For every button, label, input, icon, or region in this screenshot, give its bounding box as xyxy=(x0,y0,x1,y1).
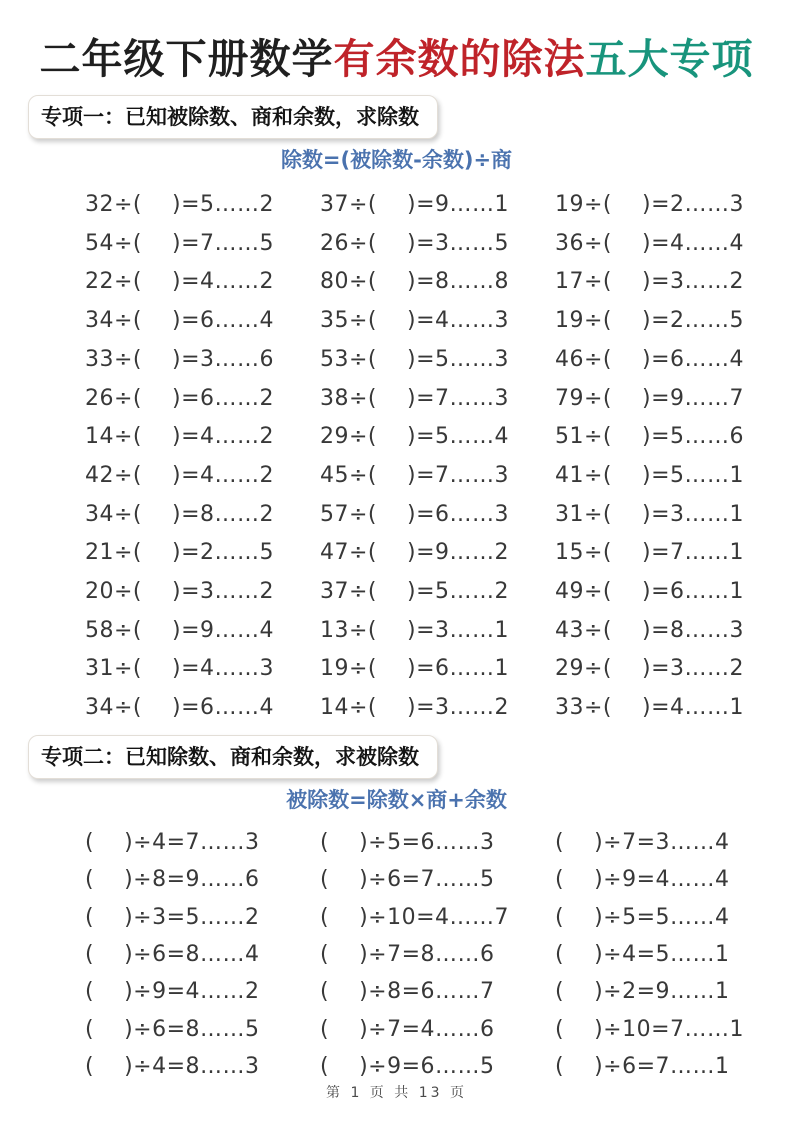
problem: 29÷( )=5……4 xyxy=(320,424,510,450)
problem: ( )÷2=9……1 xyxy=(555,979,730,1005)
problem-row xyxy=(85,377,793,416)
section1-problem-grid xyxy=(85,183,793,725)
problem: 31÷( )=3……1 xyxy=(555,501,745,527)
problem: 57÷( )=6……3 xyxy=(320,501,510,527)
problem: 53÷( )=5……3 xyxy=(320,346,510,372)
problem-row xyxy=(85,934,793,971)
title-count-text: 五大专项 xyxy=(585,35,754,83)
problem: ( )÷9=4……4 xyxy=(555,867,730,893)
problem: 29÷( )=3……2 xyxy=(555,656,745,682)
problem: 42÷( )=4……2 xyxy=(85,462,275,488)
problem: ( )÷3=5……2 xyxy=(85,904,260,930)
problem: 58÷( )=9……4 xyxy=(85,617,275,643)
problem: 35÷( )=4……3 xyxy=(320,308,510,334)
problem: ( )÷4=8……3 xyxy=(85,1053,260,1079)
problem-row xyxy=(85,338,793,377)
problem-row xyxy=(85,1046,793,1083)
problem: ( )÷5=5……4 xyxy=(555,904,730,930)
problem-row xyxy=(85,261,793,300)
problem: 26÷( )=3……5 xyxy=(320,230,510,256)
problem: ( )÷6=8……5 xyxy=(85,1016,260,1042)
section2-formula: 被除数=除数×商+余数 xyxy=(286,787,507,812)
problem-row xyxy=(85,896,793,933)
page-footer: 第 1 页 共 13 页 xyxy=(326,1085,467,1101)
problem: 33÷( )=4……1 xyxy=(555,695,745,721)
problem: 36÷( )=4……4 xyxy=(555,230,745,256)
problem-row xyxy=(85,859,793,896)
problem: 37÷( )=5……2 xyxy=(320,578,510,604)
problem-row xyxy=(85,686,793,725)
problem: ( )÷7=8……6 xyxy=(320,941,495,967)
problem-row xyxy=(85,570,793,609)
problem: 41÷( )=5……1 xyxy=(555,462,745,488)
problem-row xyxy=(85,648,793,687)
problem: ( )÷9=6……5 xyxy=(320,1053,495,1079)
problem: 14÷( )=4……2 xyxy=(85,424,275,450)
problem: 54÷( )=7……5 xyxy=(85,230,275,256)
section1-formula: 除数=(被除数-余数)÷商 xyxy=(280,148,513,173)
problem: 45÷( )=7……3 xyxy=(320,462,510,488)
title-topic-text: 有余数的除法 xyxy=(333,35,586,83)
problem-row xyxy=(85,493,793,532)
problem: 14÷( )=3……2 xyxy=(320,695,510,721)
problem: 38÷( )=7……3 xyxy=(320,385,510,411)
problem: ( )÷5=6……3 xyxy=(320,830,495,856)
problem: 26÷( )=6……2 xyxy=(85,385,275,411)
problem-row xyxy=(85,299,793,338)
problem-row xyxy=(85,971,793,1008)
problem: 34÷( )=6……4 xyxy=(85,695,275,721)
problem: ( )÷4=7……3 xyxy=(85,830,260,856)
problem: ( )÷7=4……6 xyxy=(320,1016,495,1042)
problem: 20÷( )=3……2 xyxy=(85,578,275,604)
problem: ( )÷6=7……5 xyxy=(320,867,495,893)
problem: 51÷( )=5……6 xyxy=(555,424,745,450)
problem: 17÷( )=3……2 xyxy=(555,269,745,295)
problem: ( )÷6=8……4 xyxy=(85,941,260,967)
problem: ( )÷10=7……1 xyxy=(555,1016,745,1042)
problem-row xyxy=(85,454,793,493)
problem: ( )÷6=7……1 xyxy=(555,1053,730,1079)
problem: ( )÷10=4……7 xyxy=(320,904,510,930)
problem-row xyxy=(85,822,793,859)
problem: 22÷( )=4……2 xyxy=(85,269,275,295)
problem: 15÷( )=7……1 xyxy=(555,540,745,566)
problem-row xyxy=(85,609,793,648)
problem: 19÷( )=6……1 xyxy=(320,656,510,682)
problem: 79÷( )=9……7 xyxy=(555,385,745,411)
problem-row xyxy=(85,222,793,261)
section1-header-wrap xyxy=(28,95,793,139)
problem: ( )÷7=3……4 xyxy=(555,830,730,856)
problem-row xyxy=(85,1008,793,1045)
problem: 31÷( )=4……3 xyxy=(85,656,275,682)
problem: ( )÷4=5……1 xyxy=(555,941,730,967)
problem-row xyxy=(85,531,793,570)
title-grade-text: 二年级下册数学 xyxy=(39,35,334,83)
problem: 37÷( )=9……1 xyxy=(320,192,510,218)
section2-problem-grid xyxy=(85,822,793,1083)
section2-header-wrap xyxy=(28,735,793,779)
problem: ( )÷8=9……6 xyxy=(85,867,260,893)
problem: 21÷( )=2……5 xyxy=(85,540,275,566)
problem: 34÷( )=6……4 xyxy=(85,308,275,334)
problem: 19÷( )=2……3 xyxy=(555,192,745,218)
problem: 34÷( )=8……2 xyxy=(85,501,275,527)
problem: ( )÷9=4……2 xyxy=(85,979,260,1005)
problem: 49÷( )=6……1 xyxy=(555,578,745,604)
problem: 13÷( )=3……1 xyxy=(320,617,510,643)
problem: 47÷( )=9……2 xyxy=(320,540,510,566)
problem: 80÷( )=8……8 xyxy=(320,269,510,295)
page-title xyxy=(0,0,793,85)
problem-row xyxy=(85,415,793,454)
problem: 46÷( )=6……4 xyxy=(555,346,745,372)
section2-header: 专项二：已知除数、商和余数，求被除数 xyxy=(28,735,438,779)
problem: 32÷( )=5……2 xyxy=(85,192,275,218)
problem-row xyxy=(85,183,793,222)
problem: 19÷( )=2……5 xyxy=(555,308,745,334)
problem: 33÷( )=3……6 xyxy=(85,346,275,372)
problem: 43÷( )=8……3 xyxy=(555,617,745,643)
section1-header: 专项一：已知被除数、商和余数，求除数 xyxy=(28,95,438,139)
problem: ( )÷8=6……7 xyxy=(320,979,495,1005)
